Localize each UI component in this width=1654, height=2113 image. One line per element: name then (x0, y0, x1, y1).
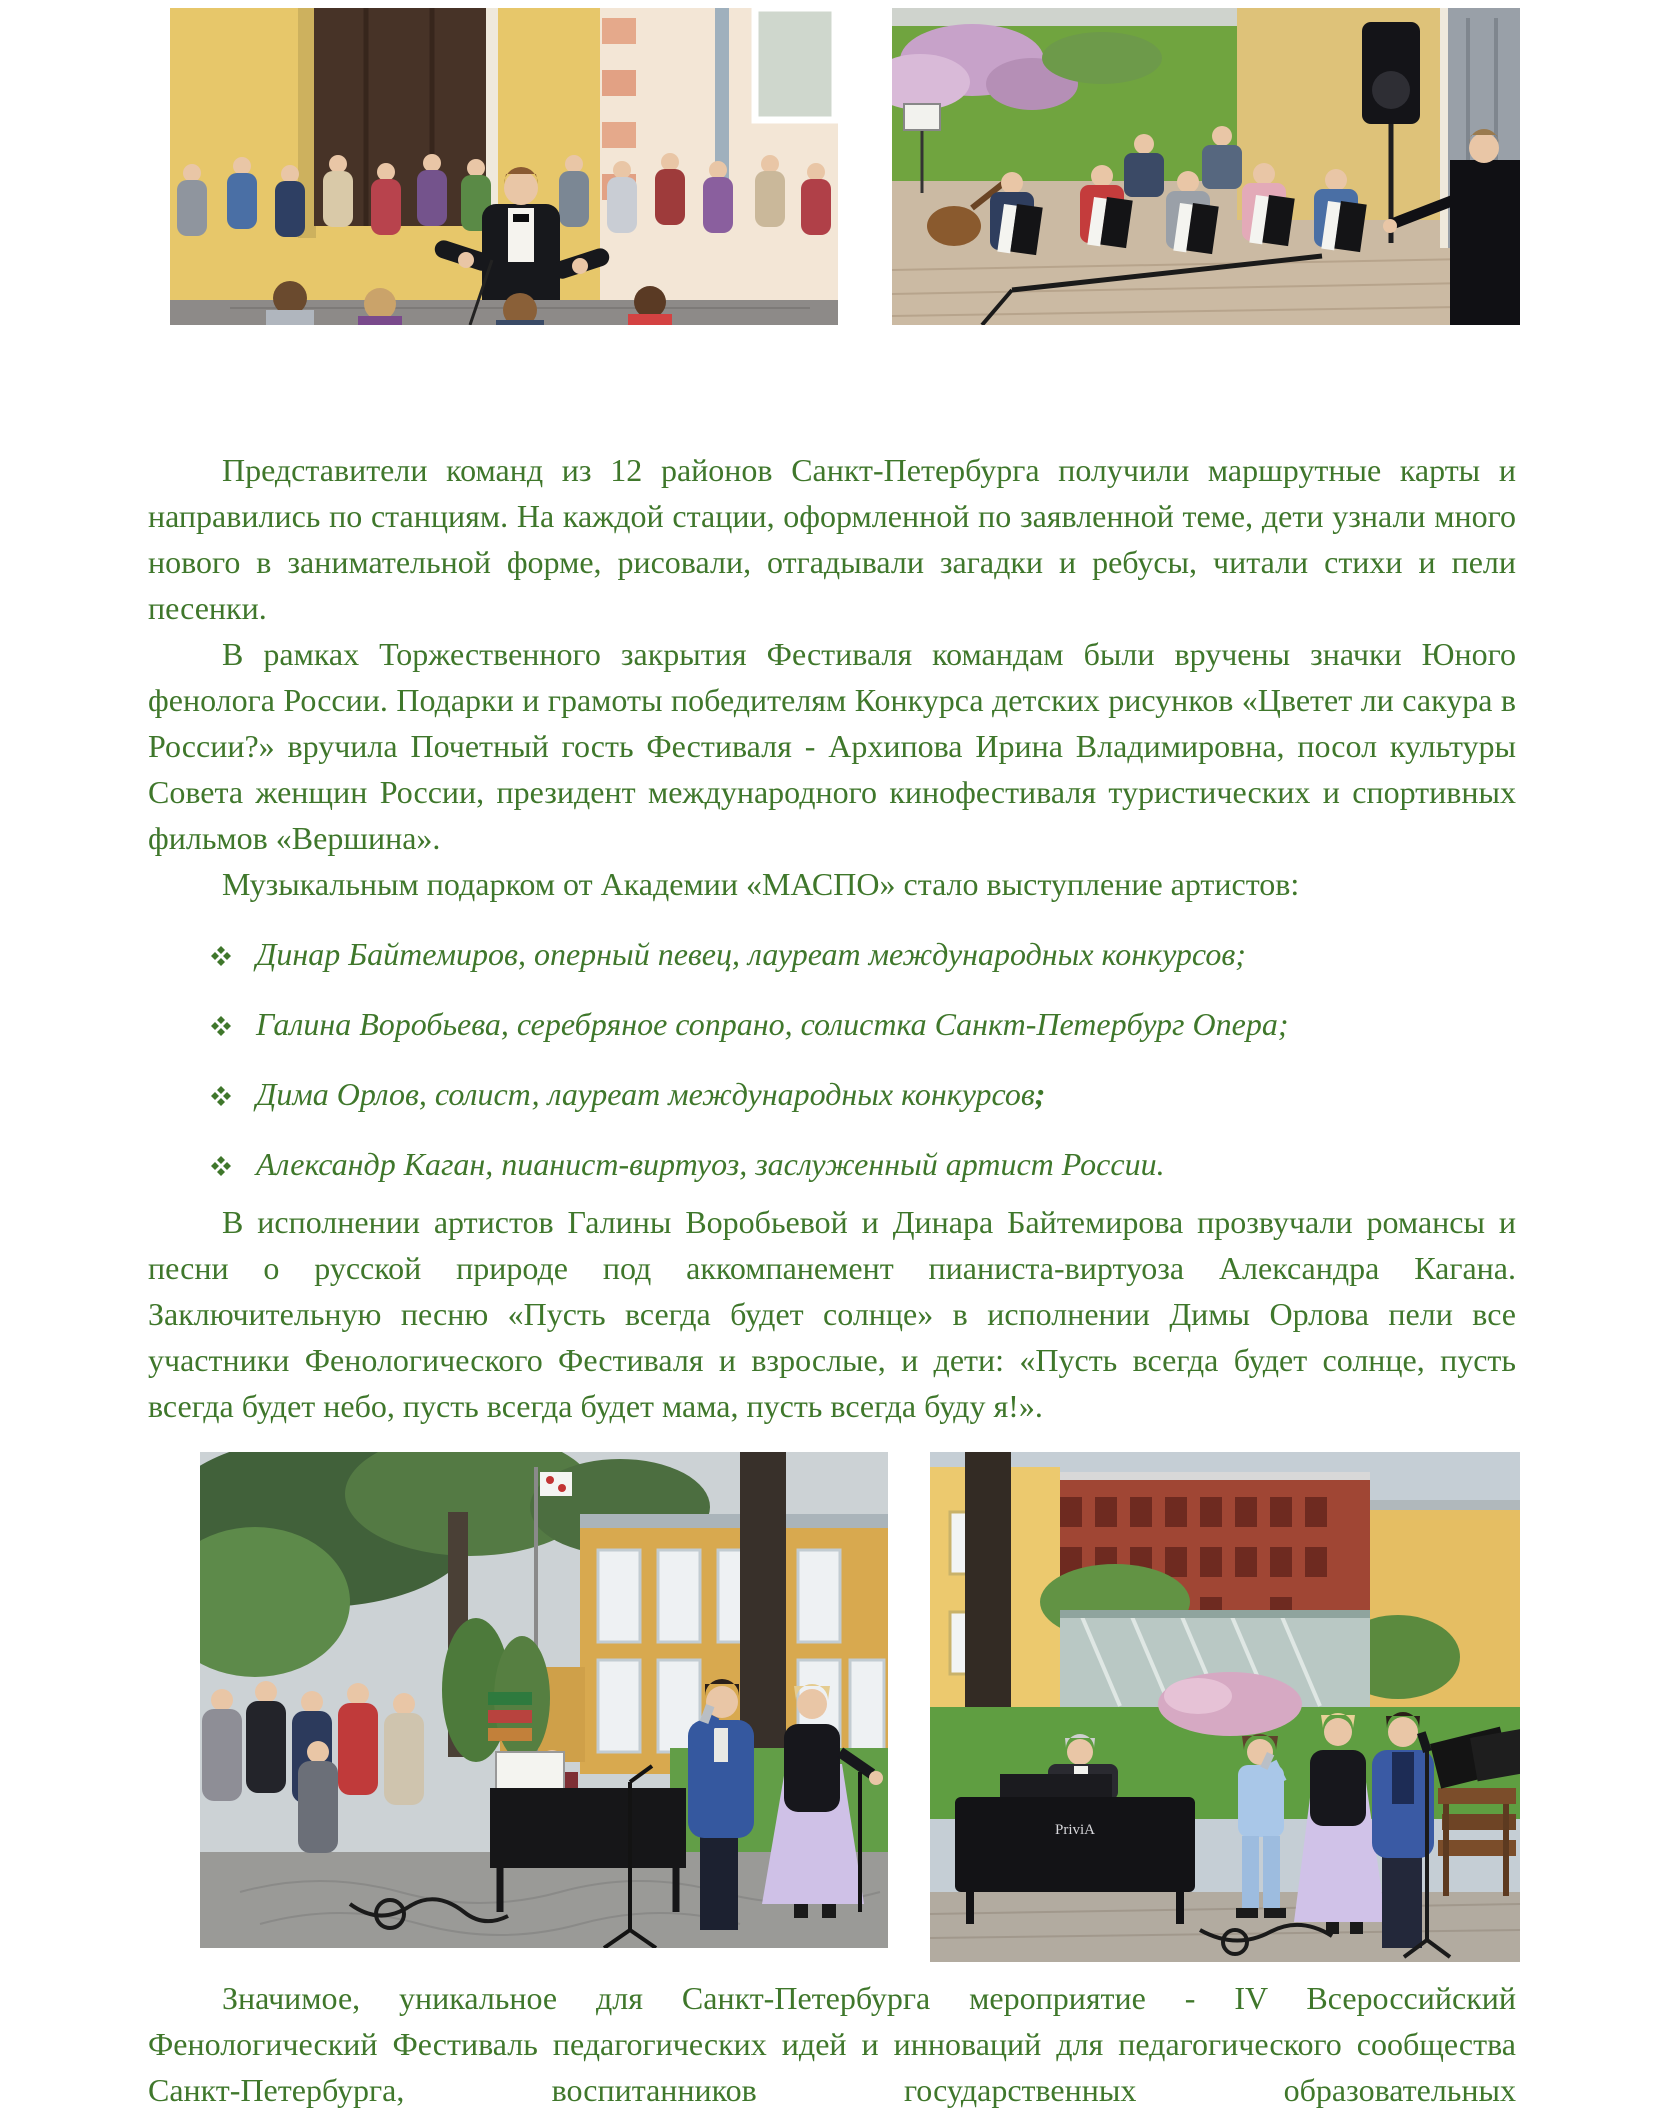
diamond-bullet-icon (210, 1073, 232, 1095)
article-body (148, 447, 1516, 1429)
photo-park-duet-art (200, 1452, 888, 1948)
photo-park-trio-pianist-art (930, 1452, 1520, 1962)
paragraph-route-maps: Представители команд из 12 районов Санкт-Петербурга получили маршрутные карты и направились по станциям. На каждой стации, оформленной по заявленной теме, дети узнали много нового в занимательной форме, рисовали, отгадывали загадки и ребусы, читали стихи и пели песенки. (148, 452, 1516, 626)
list-item-dima (210, 1071, 1516, 1117)
paragraph-performance: В исполнении артистов Галины Воробьевой и Динара Байтемирова прозвучали романсы и песни о русской природе под аккомпанемент пианиста-виртуоза Александра Кагана. Заключительную песню «Пусть всегда будет солнце» в исполнении Димы Орлова пели все участники Фенологического Фестиваля и взрослые, и дети: «Пусть всегда будет солнце, пусть всегда будет небо, пусть всегда будет мама, пусть всегда буду я!». (148, 1204, 1516, 1424)
list-item-text: Дима Орлов, солист, лауреат международных конкурсов (256, 1076, 1035, 1112)
list-item-dinar (210, 931, 1516, 977)
photo-accordion-orchestra-art (892, 8, 1520, 325)
piano-brand-label: PriviA (1054, 1822, 1096, 1838)
paragraph-closing-ceremony: В рамках Торжественного закрытия Фестиваля командам были вручены значки Юного фенолога России. Подарки и грамоты победителям Конкурса детских рисунков «Цветет ли сакура в России?» вручила Почетный гость Фестиваля - Архипова Ирина Владимировна, посол культуры Совета женщин России, президент международного кинофестиваля туристических и спортивных фильмов «Вершина». (148, 636, 1516, 856)
list-item-alexander (210, 1141, 1516, 1187)
diamond-bullet-icon (210, 933, 232, 955)
list-item-text: Динар Байтемиров, оперный певец, лауреат международных конкурсов; (256, 936, 1246, 972)
list-item-text: Галина Воробьева, серебряное сопрано, солистка Санкт-Петербург Опера; (256, 1006, 1289, 1042)
paragraph-music-gift: Музыкальным подарком от Академии «МАСПО» стало выступление артистов: (222, 866, 1300, 902)
photo-park-trio-pianist (930, 1452, 1520, 1962)
diamond-bullet-icon (210, 1143, 232, 1165)
paragraph-closing-significance: Значимое, уникальное для Санкт-Петербурга мероприятие - IV Всероссийский Фенологический Фестиваль педагогических идей и инноваций для педагогического сообщества Санкт-Петербурга, воспитанников государственных образовательных (148, 1980, 1516, 2108)
photo-park-duet (200, 1452, 888, 1948)
diamond-bullet-icon (210, 1003, 232, 1025)
list-item-galina (210, 1001, 1516, 1047)
photo-accordion-orchestra (892, 8, 1520, 325)
photo-crowd-opera-singer-art (170, 8, 838, 325)
list-item-text: Александр Каган, пианист-виртуоз, заслуженный артист России. (256, 1146, 1165, 1182)
photo-crowd-opera-singer (170, 8, 838, 325)
list-item-suffix: ; (1034, 1076, 1046, 1112)
artists-list (210, 931, 1516, 1187)
